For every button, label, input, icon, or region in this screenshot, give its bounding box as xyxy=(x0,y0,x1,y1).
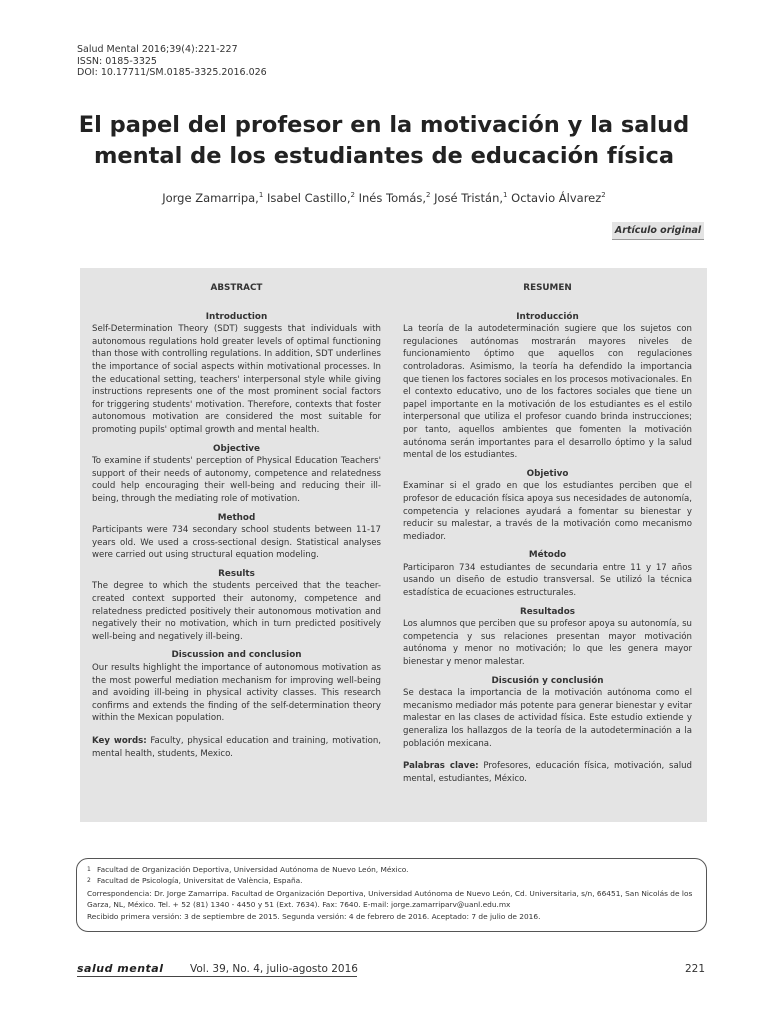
doi: DOI: 10.17711/SM.0185-3325.2016.026 xyxy=(77,67,267,78)
section-text: The degree to which the students perceived that the teacher-created context supported their autonomy, competence and relatedness predicted positively their autonomous motivation and negatively their no motivation, which in turn predicted positively well-being and negatively ill-being. xyxy=(92,581,381,642)
article-title: El papel del profesor en la motivación y la salud mental de los estudiantes de educación física xyxy=(78,112,690,169)
section-title: Resultados xyxy=(520,606,575,617)
abstract-heading: ABSTRACT xyxy=(210,283,263,293)
affiliation: 2 Facultad de Psicología, Universitat de València, España. xyxy=(87,875,303,885)
abstract-panel xyxy=(80,268,707,822)
section-text: Participants were 734 secondary school students between 11-17 years old. We used a cross-sectional design. Statistical analyses were carried out using structural equation modeling. xyxy=(92,525,381,561)
journal-logo: salud mental xyxy=(77,962,164,975)
footer-rule xyxy=(77,976,357,977)
page-number: 221 xyxy=(684,963,705,975)
section-title: Results xyxy=(218,568,255,579)
received-dates: Recibido primera versión: 3 de septiembre de 2015. Segunda versión: 4 de febrero de 2016. Aceptado: 7 de julio de 2016. xyxy=(87,912,541,922)
author: Inés Tomás,$^2$ xyxy=(358,191,431,205)
section-text: Examinar si el grado en que los estudiantes perciben que el profesor de educación física apoya sus necesidades de autonomía, competencia y relaciones ayudará a fomentar su bienestar y reducir su malestar, a través de la motivación como mecanismo mediador. xyxy=(403,481,692,542)
issue-info: Vol. 39, No. 4, julio-agosto 2016 xyxy=(190,963,358,975)
abstract-spanish xyxy=(403,282,692,785)
section-title: Method xyxy=(217,512,256,523)
abstract-english xyxy=(92,282,381,760)
section-text: To examine if students' perception of Physical Education Teachers' support of their needs of autonomy, competence and relatedness could help encouraging their well-being and reducing their ill-being, through the mediating role of motivation. xyxy=(92,456,381,504)
page-footer xyxy=(77,962,705,978)
section-title: Objetivo xyxy=(526,468,569,479)
section-title: Discussion and conclusion xyxy=(171,650,302,661)
citation: Salud Mental 2016;39(4):221-227 xyxy=(77,44,238,55)
section-title: Discusión y conclusión xyxy=(491,675,604,686)
footnote-box xyxy=(76,858,707,932)
section-title: Introducción xyxy=(516,311,579,322)
section-text: Los alumnos que perciben que su profesor apoya su autonomía, su competencia y sus relaciones presentan mayor motivación autónoma y menor no motivación; lo que les genera mayor bienestar y menor malestar. xyxy=(403,619,692,668)
author: Octavio Álvarez$^2$ xyxy=(511,191,606,205)
correspondence: Correspondencia: Dr. Jorge Zamarripa. Facultad de Organización Deportiva, Universidad Autónoma de Nuevo León, Cd. Universitaria, s/n, 66451, San Nicolás de los Garza, NL, México. Tel. + 52 (81) 1340 - 4450 y 51 (Ext. 7634). Fax: 7640. E-mail: jorge.zamarriparv@uanl.edu.mx xyxy=(87,889,693,909)
section-title: Introduction xyxy=(205,311,268,322)
keywords: Key words: Faculty, physical education and training, motivation, mental health, students, Mexico. xyxy=(92,736,382,759)
section-text: Our results highlight the importance of autonomous motivation as the most powerful mediation mechanism for improving well-being and avoiding ill-being in physical activity classes. This research confirms and extends the finding of the self-determination theory within the Mexican population. xyxy=(92,663,381,724)
affiliation: 1 Facultad de Organización Deportiva, Universidad Autónoma de Nuevo León, México. xyxy=(87,865,409,874)
keywords: Palabras clave: Profesores, educación física, motivación, salud mental, estudiantes, México. xyxy=(403,761,692,784)
section-title: Objective xyxy=(213,443,260,454)
section-text: Se destaca la importancia de la motivación autónoma como el mecanismo mediador más potente para generar bienestar y evitar malestar en las clases de actividad física. Este estudio extiende y generaliza los hallazgos de la teoría de la autodeterminación a la población mexicana. xyxy=(403,688,692,749)
section-text: Participaron 734 estudiantes de secundaria entre 11 y 17 años usando un diseño de estudio transversal. Se utilizó la técnica estadística de ecuaciones estructurales. xyxy=(403,562,692,599)
author-list xyxy=(60,191,708,205)
author: José Tristán,$^1$ xyxy=(434,191,508,205)
issn: ISSN: 0185-3325 xyxy=(77,55,157,67)
section-text: La teoría de la autodeterminación sugiere que los sujetos con regulaciones autónomas mostrarán mayores niveles de funcionamiento óptimo que aquellos con regulaciones controladoras. Asimismo, la teoría ha defendido la importancia que tienen los factores sociales en los procesos motivacionales. En el contexto educativo, uno de los factores sociales que tiene un papel importante en la motivación de los estudiantes es el estilo interpersonal que utiliza el profesor cuando brinda instrucciones; por tanto, aquellos ambientes que fomenten la motivación autónoma serán importantes para el desarrollo óptimo y la salud mental de los estudiantes. xyxy=(403,324,692,461)
section-text: Self-Determination Theory (SDT) suggests that individuals with autonomous regulations hold greater levels of optimal functioning than those with controlling regulations. In addition, SDT underlines the importance of social aspects within motivational processes. In the educational setting, teachers' interpersonal style while giving instructions represents one of the most prominent social factors for triggering students' motivation. Therefore, contexts that foster autonomous motivation are considered the most suitable for promoting pupils' optimal growth and mental health. xyxy=(92,324,381,435)
author: Jorge Zamarripa,$^1$ xyxy=(162,191,264,205)
author: Isabel Castillo,$^2$ xyxy=(266,191,355,205)
section-title: Método xyxy=(528,550,567,561)
resumen-heading: RESUMEN xyxy=(523,283,572,293)
citation-header xyxy=(77,44,267,79)
article-type-badge: Artículo original xyxy=(612,222,704,240)
